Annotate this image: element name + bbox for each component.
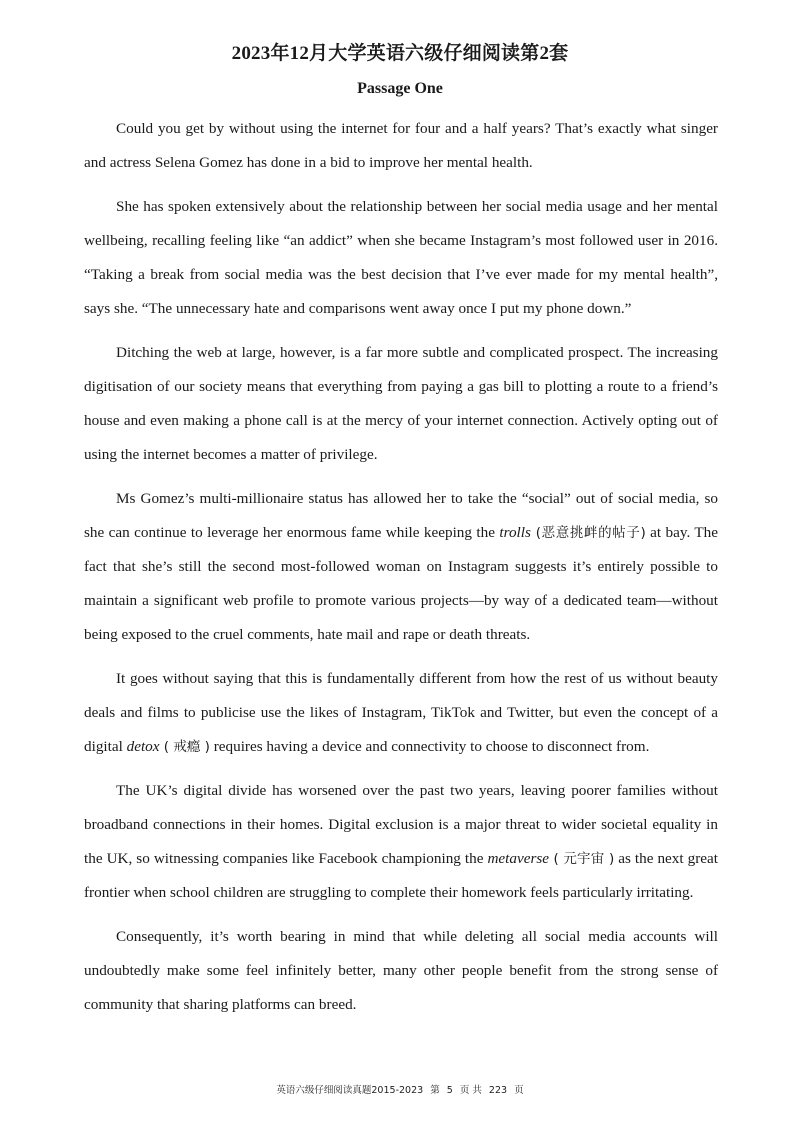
footer-source: 英语六级仔细阅读真题2015-2023 bbox=[276, 1085, 424, 1096]
paragraph-6-text-after: as the next great frontier when school children are struggling to complete their homework feels particularly irritating. bbox=[84, 850, 718, 901]
footer-page-label-post: 页 bbox=[514, 1085, 524, 1096]
paragraph-7: Consequently, it’s worth bearing in mind that while deleting all social media accounts will undoubtedly make some feel infinitely better, many other people benefit from the strong sense of community that sharing platforms can breed. bbox=[84, 928, 718, 1013]
footer-total-pages: 223 bbox=[488, 1085, 508, 1096]
paragraph-4-text-after: at bay. The fact that she’s still the second most-followed woman on Instagram suggests it’s entirely possible to maintain a significant web profile to promote various projects—by way of a dedicated team—without being exposed to the cruel comments, hate mail and rape or death threats. bbox=[84, 524, 718, 643]
paragraph-1: Could you get by without using the internet for four and a half years? That’s exactly what singer and actress Selena Gomez has done in a bid to improve her mental health. bbox=[84, 120, 718, 171]
paragraph-5-text-after: requires having a device and connectivity to choose to disconnect from. bbox=[209, 738, 650, 755]
paragraph-4-text-before: Ms Gomez’s multi-millionaire status has allowed her to take the “social” out of social media, so she can continue to leverage her enormous fame while keeping the bbox=[84, 490, 718, 541]
glossed-term-trolls: trolls bbox=[499, 524, 531, 541]
gloss-metaverse: ( 元宇宙 ) bbox=[549, 851, 615, 867]
gloss-detox: ( 戒瘾 ) bbox=[159, 739, 210, 755]
paragraph-6 bbox=[84, 774, 718, 910]
paragraph-5-text-before: It goes without saying that this is fundamentally different from how the rest of us without beauty deals and films to publicise use the likes of Instagram, TikTok and Twitter, but even the concept of a digital bbox=[84, 670, 718, 755]
glossed-term-detox: detox bbox=[126, 738, 160, 755]
page-footer bbox=[0, 1082, 800, 1096]
paragraph-3: Ditching the web at large, however, is a far more subtle and complicated prospect. The increasing digitisation of our society means that everything from paying a gas bill to plotting a route to a friend’s house and even making a phone call is at the mercy of your internet connection. Actively opting out of using the internet becomes a matter of privilege. bbox=[84, 344, 718, 463]
footer-page-number: 5 bbox=[446, 1085, 453, 1096]
footer-page-label-mid: 页 共 bbox=[459, 1085, 482, 1096]
glossed-term-metaverse: metaverse bbox=[487, 850, 550, 867]
paragraph-4 bbox=[84, 482, 718, 652]
passage-title: Passage One bbox=[357, 80, 443, 97]
page-title: 2023年12月大学英语六级仔细阅读第2套 bbox=[231, 43, 569, 64]
paragraph-6-text-before: The UK’s digital divide has worsened over the past two years, leaving poorer families without broadband connections in their homes. Digital exclusion is a major threat to wider societal equality in the UK, so witnessing companies like Facebook championing the bbox=[84, 782, 718, 867]
paragraph-5 bbox=[84, 662, 718, 764]
passage-body bbox=[84, 112, 718, 1032]
footer-page-label-pre: 第 bbox=[430, 1085, 440, 1096]
paragraph-2: She has spoken extensively about the relationship between her social media usage and her mental wellbeing, recalling feeling like “an addict” when she became Instagram’s most followed user in 2016. “Taking a break from social media was the best decision that I’ve ever made for my mental health”, says she. “The unnecessary hate and comparisons went away once I put my phone down.” bbox=[84, 198, 718, 317]
gloss-trolls: (恶意挑衅的帖子) bbox=[530, 525, 646, 541]
